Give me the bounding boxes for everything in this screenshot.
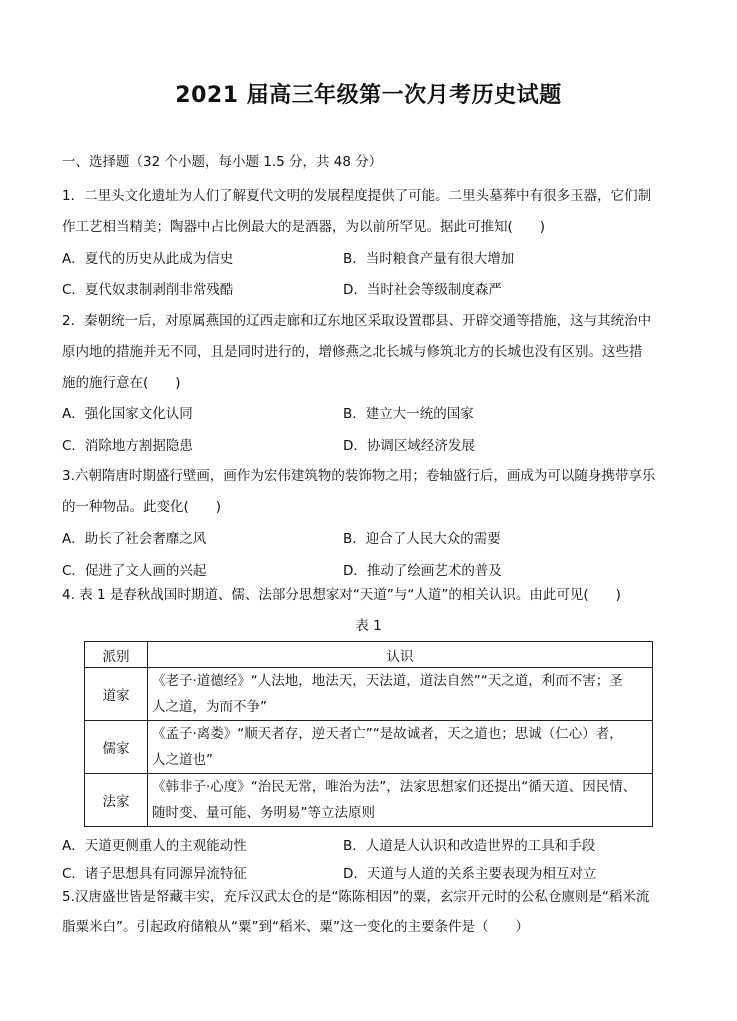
table-cell-school: 儒家 xyxy=(85,721,148,774)
table-cell-school: 法家 xyxy=(85,774,148,827)
question-3-option-d: D．推动了绘画艺术的普及 xyxy=(343,563,502,579)
question-5-line-1: 5.汉唐盛世皆是帑藏丰实，充斥汉武太仓的是“陈陈相因”的粟，玄宗开元时的公私仓廪则是“稻米流 xyxy=(62,889,650,905)
question-4-line-1: 4. 表 1 是春秋战国时期道、儒、法部分思想家对“天道”与“人道”的相关认识。由此可见( ) xyxy=(62,587,621,603)
table-caption: 表 1 xyxy=(355,618,382,634)
table-cell-view-line: 随时变、量可能、务明易”等立法原则 xyxy=(152,805,375,821)
table-cell-view xyxy=(148,668,653,721)
question-2-option-c: C．消除地方割据隐患 xyxy=(62,438,193,454)
table-cell-view xyxy=(148,774,653,827)
table-1 xyxy=(84,641,653,827)
question-1-line-1: 1．二里头文化遗址为人们了解夏代文明的发展程度提供了可能。二里头墓葬中有很多玉器，它们制 xyxy=(62,188,652,204)
table-cell-school: 道家 xyxy=(85,668,148,721)
table-cell-view-line: 《老子·道德经》“人法地，地法天，天法道，道法自然”“天之道，利而不害；圣 xyxy=(152,673,623,689)
question-1-line-2: 作工艺相当精美；陶器中占比例最大的是酒器，为以前所罕见。据此可推知( ) xyxy=(62,219,546,235)
table-header-row xyxy=(85,642,653,668)
question-1-option-a: A．夏代的历史从此成为信史 xyxy=(62,251,234,267)
table-cell-view-line: 《孟子·离娄》“顺天者存，逆天者亡”“是故诚者，天之道也；思诚（仁心）者， xyxy=(152,726,623,742)
question-2-option-d: D．协调区域经济发展 xyxy=(343,438,475,454)
question-1-option-d: D．当时社会等级制度森严 xyxy=(343,282,502,298)
table-cell-view-line: 人之道，为而不争” xyxy=(152,699,267,715)
question-5-line-2: 脂粟米白”。引起政府储粮从“粟”到“稻米、粟”这一变化的主要条件是（ ） xyxy=(62,919,529,935)
question-2-option-a: A．强化国家文化认同 xyxy=(62,406,193,422)
question-3-option-a: A．助长了社会奢靡之风 xyxy=(62,531,207,547)
question-4-option-b: B．人道是人认识和改造世界的工具和手段 xyxy=(343,838,596,854)
question-1-option-c: C．夏代奴隶制剥削非常残酷 xyxy=(62,282,234,298)
table-cell-view xyxy=(148,721,653,774)
question-3-option-b: B．迎合了人民大众的需要 xyxy=(343,531,501,547)
question-3-option-c: C．促进了文人画的兴起 xyxy=(62,563,207,579)
question-2-line-3: 施的施行意在( ) xyxy=(62,375,181,391)
table-cell-view-line: 人之道也” xyxy=(152,752,213,768)
table-header-view: 认识 xyxy=(148,642,653,668)
section-heading: 一、选择题（32 个小题，每小题 1.5 分，共 48 分） xyxy=(62,154,383,170)
question-2-option-b: B．建立大一统的国家 xyxy=(343,406,474,422)
table-header-school: 派别 xyxy=(85,642,148,668)
question-4-option-d: D．天道与人道的关系主要表现为相互对立 xyxy=(343,866,597,882)
question-1-option-b: B．当时粮食产量有很大增加 xyxy=(343,251,515,267)
table-cell-view-line: 《韩非子·心度》“治民无常，唯治为法”，法家思想家们还提出“循天道、因民情、 xyxy=(152,779,637,795)
exam-title: 2021 届高三年级第一次月考历史试题 xyxy=(175,83,562,108)
question-4-option-c: C．诸子思想具有同源异流特征 xyxy=(62,866,247,882)
question-3-line-1: 3.六朝隋唐时期盛行壁画，画作为宏伟建筑物的装饰物之用；卷轴盛行后，画成为可以随身携带享乐 xyxy=(62,468,656,484)
table-row xyxy=(85,721,653,774)
table-row xyxy=(85,774,653,827)
question-2-line-2: 原内地的措施并无不同，且是同时进行的，增修燕之北长城与修筑北方的长城也没有区别。这些措 xyxy=(62,344,643,360)
table-row xyxy=(85,668,653,721)
question-3-line-2: 的一种物品。此变化( ) xyxy=(62,499,222,515)
question-2-line-1: 2．秦朝统一后，对原属燕国的辽西走廊和辽东地区采取设置郡县、开辟交通等措施，这与其统治中 xyxy=(62,313,652,329)
question-4-option-a: A．天道更侧重人的主观能动性 xyxy=(62,838,247,854)
